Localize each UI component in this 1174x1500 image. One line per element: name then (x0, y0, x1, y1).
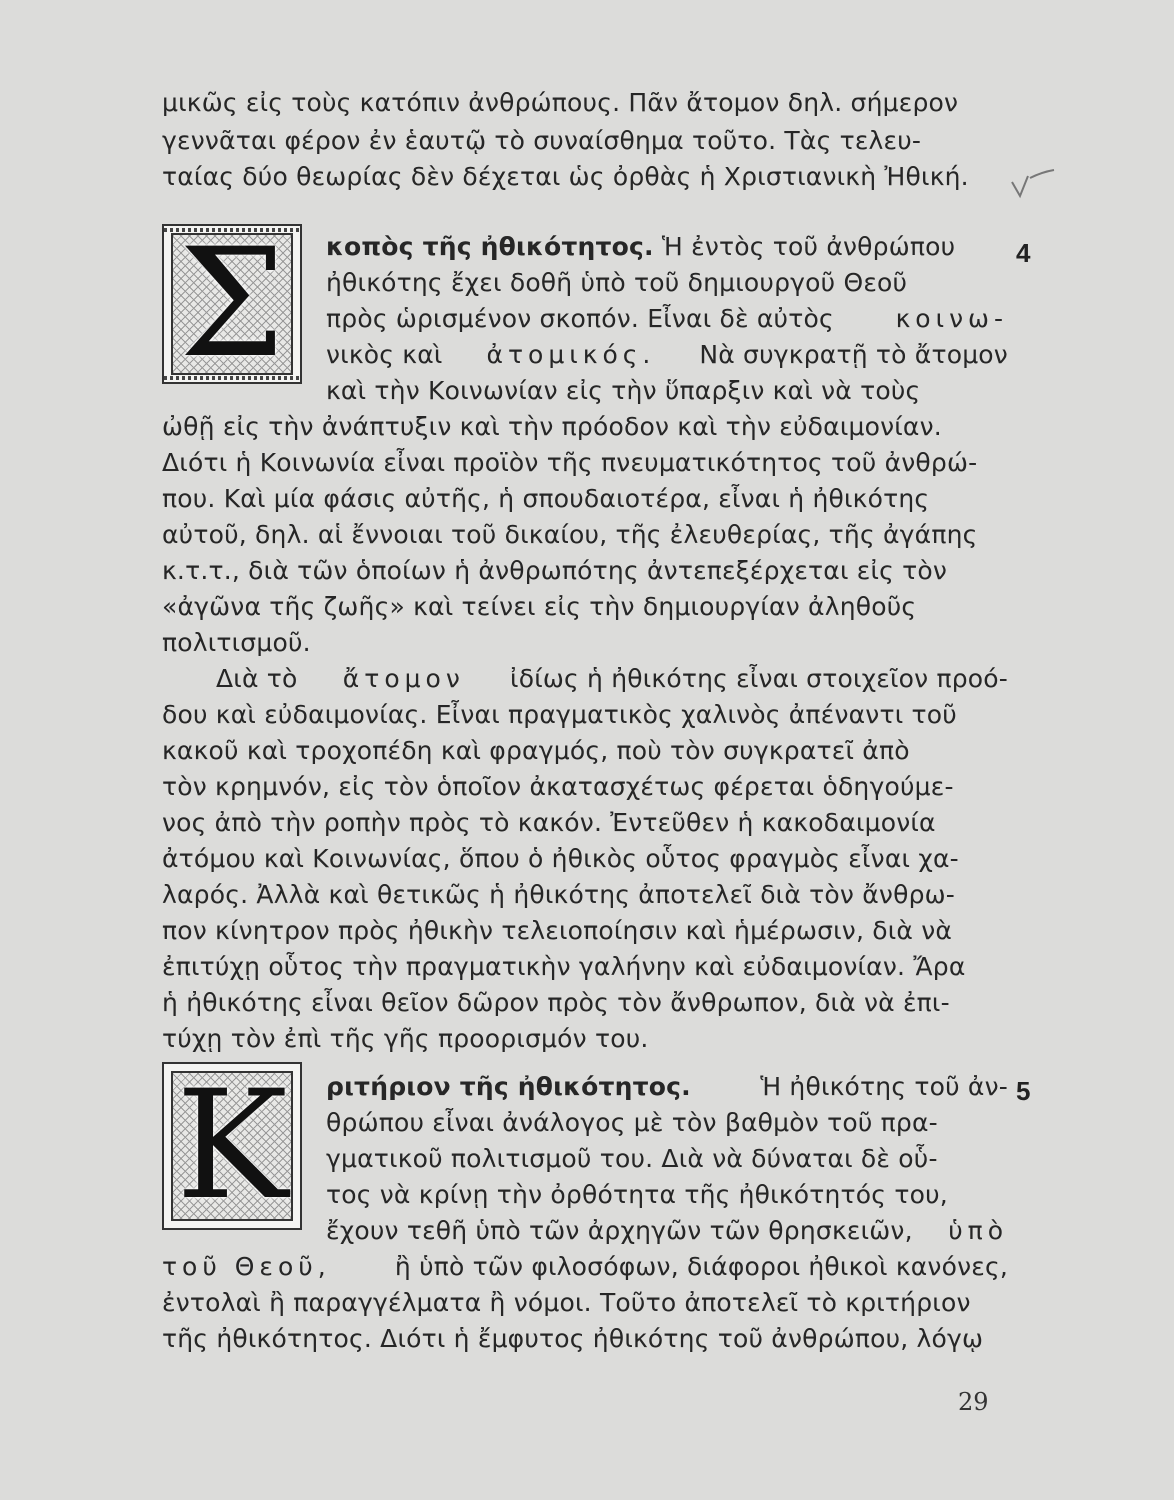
text-line: αὐτοῦ, δηλ. αἱ ἔννοιαι τοῦ δικαίου, τῆς ἐλευθερίας, τῆς ἀγάπης (162, 520, 978, 549)
text-line: ἠθικότης ἔχει δοθῆ ὑπὸ τοῦ δημιουργοῦ Θεοῦ (326, 268, 908, 297)
text-line: ἔχουν τεθῆ ὑπὸ τῶν ἀρχηγῶν τῶν θρησκειῶν, ὑπὸ (326, 1216, 1008, 1245)
section-number: 4 (1016, 238, 1031, 268)
decorative-initial-kappa: Κ (162, 1062, 302, 1230)
spaced-word: ἀτομικός. (486, 340, 656, 369)
text-line: τῆς ἠθικότητος. Διότι ἡ ἔμφυτος ἠθικότης τοῦ ἀνθρώπου, λόγῳ (162, 1324, 984, 1353)
text-line: κακοῦ καὶ τροχοπέδη καὶ φραγμός, ποὺ τὸν συγκρατεῖ ἀπὸ (162, 736, 910, 765)
text-line: ἐπιτύχῃ οὗτος τὴν πραγματικὴν γαλήνην καὶ εὐδαιμονίαν. Ἄρα (162, 952, 966, 981)
section-number: 5 (1016, 1076, 1031, 1106)
text-line: θρώπου εἶναι ἀνάλογος μὲ τὸν βαθμὸν τοῦ πρα- (326, 1108, 938, 1137)
text-line: πολιτισμοῦ. (162, 628, 311, 657)
spaced-word: τοῦ Θεοῦ, (162, 1252, 331, 1281)
text-line: ἡ ἠθικότης εἶναι θεῖον δῶρον πρὸς τὸν ἄνθρωπον, διὰ νὰ ἐπι- (162, 988, 950, 1017)
text-line: τοῦ Θεοῦ, ἢ ὑπὸ τῶν φιλοσόφων, διάφοροι ἠθικοὶ κανόνες, (162, 1252, 1008, 1281)
text-line: γεννᾶται φέρον ἐν ἑαυτῷ τὸ συναίσθημα τοῦτο. Τὰς τελευ- (162, 126, 922, 155)
text-line: ὠθῇ εἰς τὴν ἀνάπτυξιν καὶ τὴν πρόοδον καὶ τὴν εὐδαιμονίαν. (162, 412, 942, 441)
text-line: «ἀγῶνα τῆς ζωῆς» καὶ τείνει εἰς τὴν δημιουργίαν ἀληθοῦς (162, 592, 917, 621)
text-line: Διότι ἡ Κοινωνία εἶναι προϊὸν τῆς πνευματικότητος τοῦ ἀνθρώ- (162, 448, 978, 477)
spaced-word: κοινω- (895, 304, 1008, 333)
text-line: γματικοῦ πολιτισμοῦ του. Διὰ νὰ δύναται δὲ οὗ- (326, 1144, 938, 1173)
pencil-check-mark (1010, 168, 1056, 200)
text-line: μικῶς εἰς τοὺς κατόπιν ἀνθρώπους. Πᾶν ἄτομον δηλ. σήμερον (162, 88, 959, 117)
text-line: που. Καὶ μία φάσις αὐτῆς, ἡ σπουδαιοτέρα, εἶναι ἡ ἠθικότης (162, 484, 930, 513)
section-heading: κοπὸς τῆς ἠθικότητος. Ἡ ἐντὸς τοῦ ἀνθρώπου (326, 232, 956, 261)
text-line: ἀτόμου καὶ Κοινωνίας, ὅπου ὁ ἠθικὸς οὗτος φραγμὸς εἶναι χα- (162, 844, 959, 873)
text-line: καὶ τὴν Κοινωνίαν εἰς τὴν ὕπαρξιν καὶ νὰ τοὺς (326, 376, 921, 405)
spaced-word: ὑπὸ (948, 1216, 1008, 1245)
text-line: ταίας δύο θεωρίας δὲν δέχεται ὡς ὀρθὰς ἡ Χριστιανικὴ Ἠθική. (162, 162, 969, 191)
text-line: νικὸς καὶ ἀτομικός. Νὰ συγκρατῇ τὸ ἄτομον (326, 340, 1008, 369)
text-line: ἐντολαὶ ἢ παραγγέλματα ἢ νόμοι. Τοῦτο ἀποτελεῖ τὸ κριτήριον (162, 1288, 971, 1317)
text-line: λαρός. Ἀλλὰ καὶ θετικῶς ἡ ἠθικότης ἀποτελεῖ διὰ τὸν ἄνθρω- (162, 880, 955, 909)
text-line: δου καὶ εὐδαιμονίας. Εἶναι πραγματικὸς χαλινὸς ἀπέναντι τοῦ (162, 700, 957, 729)
text-line: τὸν κρημνόν, εἰς τὸν ὁποῖον ἀκατασχέτως φέρεται ὁδηγούμε- (162, 772, 954, 801)
section-heading: ριτήριον τῆς ἠθικότητος. Ἡ ἠθικότης τοῦ ἀν- (326, 1072, 1008, 1101)
text-line: πρὸς ὡρισμένον σκοπόν. Εἶναι δὲ αὐτὸς κοινω- (326, 304, 1008, 333)
spaced-word: ἄτομον (342, 664, 465, 693)
text-line: νος ἀπὸ τὴν ροπὴν πρὸς τὸ κακόν. Ἐντεῦθεν ἡ κακοδαιμονία (162, 808, 936, 837)
decorative-initial-sigma: Σ (162, 224, 302, 384)
page-number: 29 (958, 1388, 989, 1416)
text-line: κ.τ.τ., διὰ τῶν ὁποίων ἡ ἀνθρωπότης ἀντεπεξέρχεται εἰς τὸν (162, 556, 948, 585)
text-line: Διὰ τὸ ἄτομον ἰδίως ἡ ἠθικότης εἶναι στοιχεῖον προό- (216, 664, 1008, 693)
text-line: τύχῃ τὸν ἐπὶ τῆς γῆς προορισμόν του. (162, 1024, 649, 1053)
text-line: πον κίνητρον πρὸς ἠθικὴν τελειοποίησιν καὶ ἡμέρωσιν, διὰ νὰ (162, 916, 953, 945)
text-line: τος νὰ κρίνῃ τὴν ὀρθότητα τῆς ἠθικότητός του, (326, 1180, 948, 1209)
